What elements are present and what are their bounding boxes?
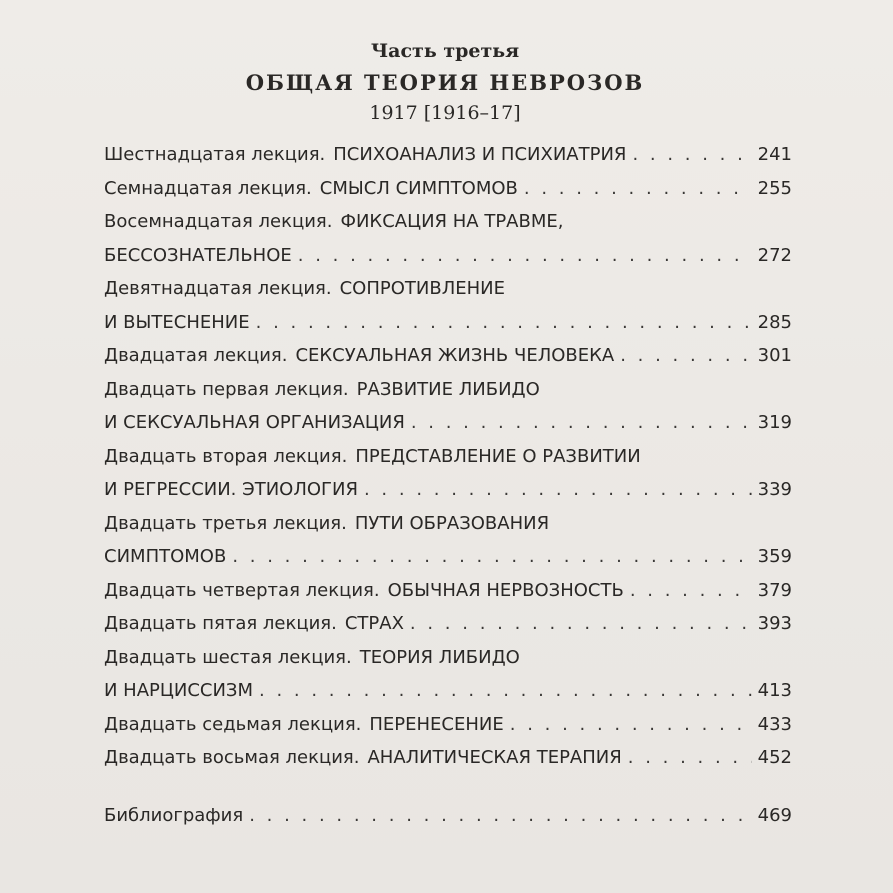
dot-leader: [256, 306, 752, 340]
toc-entry: [104, 574, 792, 608]
lecture-label: Шестнадцатая лекция.: [104, 144, 326, 165]
lecture-title-continued: И РЕГРЕССИИ. ЭТИОЛОГИЯ: [104, 479, 358, 500]
dot-leader: [620, 339, 751, 373]
lecture-label: Девятнадцатая лекция.: [104, 278, 332, 299]
lecture-label: Двадцать третья лекция.: [104, 512, 347, 534]
page-number: 339: [757, 479, 792, 500]
toc-entry: [104, 507, 792, 574]
lecture-title-continued: И НАРЦИССИЗМ: [104, 680, 254, 701]
dot-leader: [364, 473, 752, 507]
lecture-title: ФИКСАЦИЯ НА ТРАВМЕ,: [340, 211, 564, 232]
page-number: 301: [757, 345, 792, 366]
dot-leader: [232, 540, 751, 574]
lecture-title: СМЫСЛ СИМПТОМОВ: [319, 177, 518, 199]
lecture-title-continued: СИМПТОМОВ: [104, 546, 227, 567]
lecture-title: РАЗВИТИЕ ЛИБИДО: [356, 378, 540, 400]
lecture-title: СЕКСУАЛЬНАЯ ЖИЗНЬ ЧЕЛОВЕКА: [295, 345, 615, 366]
lecture-label: Двадцать четвертая лекция.: [104, 579, 380, 601]
page-number: 393: [757, 613, 792, 634]
dot-leader: [410, 607, 752, 641]
toc-entry: [104, 205, 792, 272]
dot-leader: [628, 741, 752, 775]
dot-leader: [411, 406, 752, 440]
page-number: 379: [757, 579, 792, 601]
page-number: 241: [757, 144, 792, 165]
toc-entry: [104, 373, 792, 440]
page-number: 469: [757, 804, 792, 826]
lecture-title: ПУТИ ОБРАЗОВАНИЯ: [354, 512, 550, 534]
lecture-label: Двадцать шестая лекция.: [104, 646, 352, 668]
lecture-label: Двадцать восьмая лекция.: [104, 747, 360, 768]
part-label: Часть третья: [370, 40, 520, 62]
page-number: 285: [757, 311, 792, 333]
lecture-title: СТРАХ: [344, 613, 404, 634]
toc-entry: [104, 339, 792, 373]
lecture-title: ТЕОРИЯ ЛИБИДО: [359, 646, 520, 668]
dot-leader: [630, 574, 752, 608]
bibliography-label: Библиография: [104, 804, 244, 826]
dot-leader: [298, 239, 752, 273]
toc-entry: [104, 138, 792, 172]
lecture-title-continued: И СЕКСУАЛЬНАЯ ОРГАНИЗАЦИЯ: [104, 412, 405, 433]
page-number: 272: [757, 244, 792, 266]
toc-entry: [104, 272, 792, 339]
page-number: 255: [757, 177, 792, 199]
lecture-title: СОПРОТИВЛЕНИЕ: [339, 278, 505, 299]
toc-entry-bibliography: [104, 799, 792, 833]
page-number: 452: [757, 747, 792, 768]
dot-leader: [259, 674, 752, 708]
dot-leader: [632, 138, 751, 172]
lecture-title-continued: И ВЫТЕСНЕНИЕ: [104, 311, 250, 333]
toc-entry: [104, 708, 792, 742]
dot-leader: [510, 708, 752, 742]
lecture-title: ОБЫЧНАЯ НЕРВОЗНОСТЬ: [387, 579, 624, 601]
lecture-label: Семнадцатая лекция.: [104, 177, 312, 199]
lecture-title: ПРЕДСТАВЛЕНИЕ О РАЗВИТИИ: [355, 445, 641, 467]
page-number: 433: [757, 713, 792, 735]
toc-entry: [104, 440, 792, 507]
page-number: 319: [757, 412, 792, 433]
lecture-title: ПСИХОАНАЛИЗ И ПСИХИАТРИЯ: [333, 144, 627, 165]
dot-leader: [249, 799, 751, 833]
toc-entry: [104, 172, 792, 206]
lecture-label: Двадцатая лекция.: [104, 345, 288, 366]
part-years: 1917 [1916–17]: [369, 102, 521, 124]
part-title: ОБЩАЯ ТЕОРИЯ НЕВРОЗОВ: [245, 70, 645, 95]
lecture-title-continued: БЕССОЗНАТЕЛЬНОЕ: [104, 244, 292, 266]
lecture-label: Двадцать первая лекция.: [104, 378, 349, 400]
page-number: 413: [757, 680, 792, 701]
lecture-label: Двадцать пятая лекция.: [104, 613, 337, 634]
lecture-label: Двадцать вторая лекция.: [104, 445, 348, 467]
toc-entry: [104, 741, 792, 775]
lecture-label: Двадцать седьмая лекция.: [104, 713, 362, 735]
toc-entry: [104, 607, 792, 641]
lecture-label: Восемнадцатая лекция.: [104, 211, 333, 232]
toc-entry: [104, 641, 792, 708]
page-number: 359: [757, 546, 792, 567]
dot-leader: [524, 172, 752, 206]
lecture-title: АНАЛИТИЧЕСКАЯ ТЕРАПИЯ: [367, 747, 622, 768]
table-of-contents: [104, 138, 792, 832]
lecture-title: ПЕРЕНЕСЕНИЕ: [369, 713, 504, 735]
